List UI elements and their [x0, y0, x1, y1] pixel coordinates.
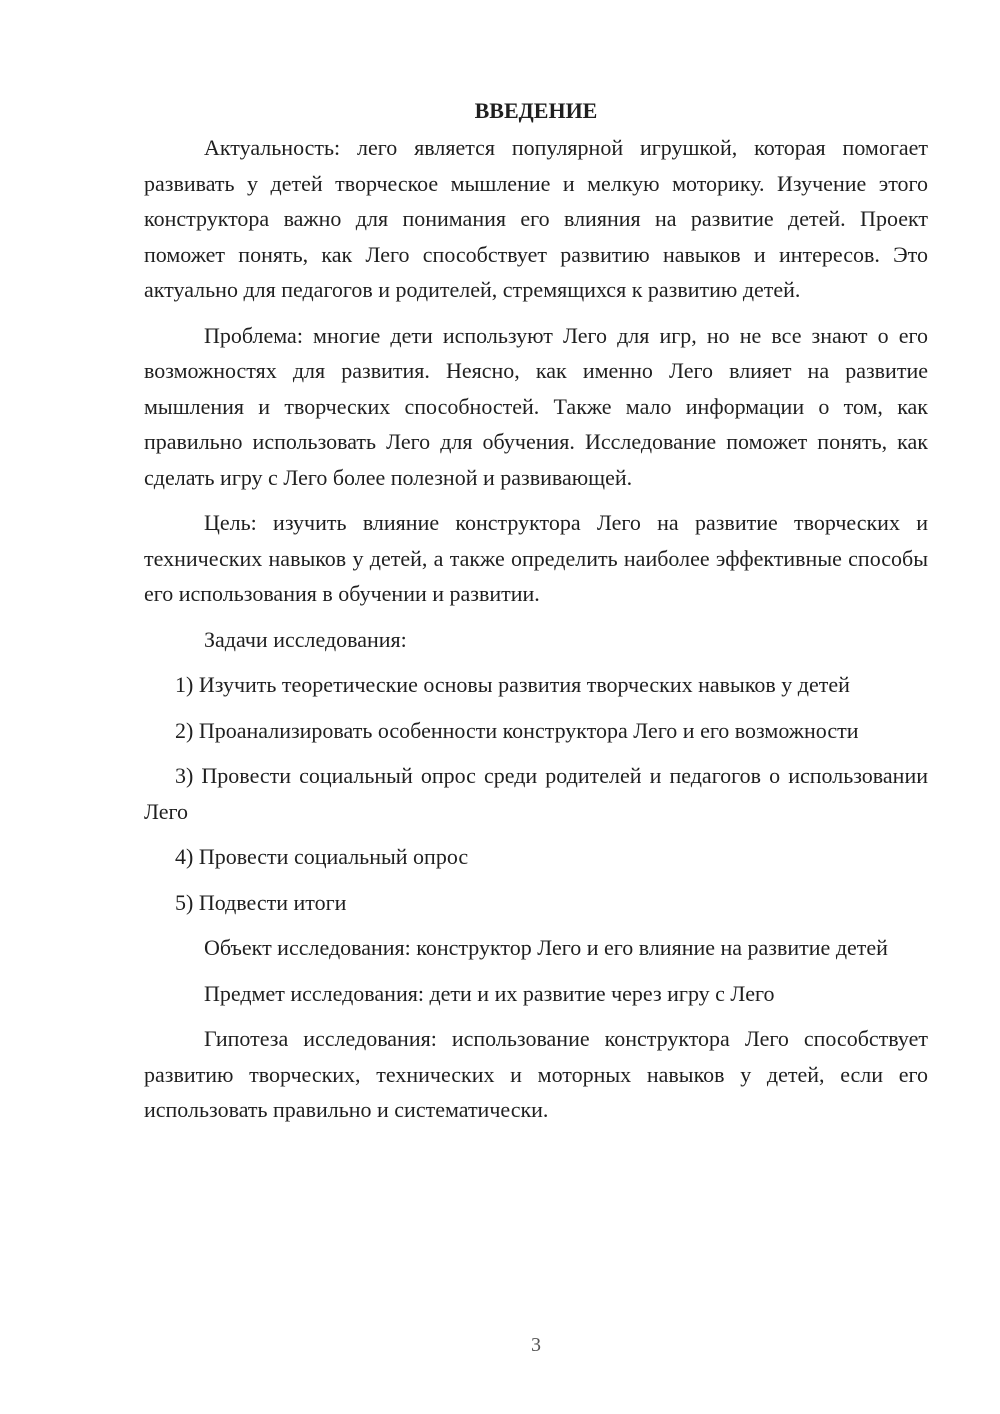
problem-paragraph: Проблема: многие дети используют Лего для игр, но не все знают о его возможностях для развития. Неясно, как именно Лего влияет на развитие мышления и творческих способностей. Также мало информации о том, как правильно использовать Лего для обучения. Исследование поможет понять, как сделать игру с Лего более полезной и развивающей.	[144, 322, 928, 490]
page-title: ВВЕДЕНИЕ	[474, 98, 598, 123]
list-item: 4) Провести социальный опрос	[175, 844, 469, 869]
relevance-paragraph: Актуальность: лего является популярной игрушкой, которая помогает развивать у детей творческое мышление и мелкую моторику. Изучение этого конструктора важно для понимания его влияния на развитие детей. Проект поможет понять, как Лего способствует развитию навыков и интересов. Это актуально для педагогов и родителей, стремящихся к развитию детей.	[144, 135, 928, 302]
subject-paragraph: Предмет исследования: дети и их развитие через игру с Лего	[204, 980, 775, 1006]
tasks-heading: Задачи исследования:	[204, 626, 407, 652]
page-number: 3	[531, 1334, 541, 1356]
goal-paragraph: Цель: изучить влияние конструктора Лего на развитие творческих и технических навыков у детей, а также определить наиболее эффективные способы его использования в обучении и развитии.	[144, 510, 928, 606]
tasks-list	[144, 667, 928, 920]
hypothesis-paragraph: Гипотеза исследования: использование конструктора Лего способствует развитию творческих, технических и моторных навыков у детей, если его использовать правильно и систематически.	[144, 1026, 928, 1122]
list-item: 3) Провести социальный опрос среди родителей и педагогов о использовании Лего	[144, 763, 928, 824]
list-item: 5) Подвести итоги	[175, 889, 347, 915]
object-paragraph: Объект исследования: конструктор Лего и его влияние на развитие детей	[204, 935, 888, 960]
list-item: 2) Проанализировать особенности конструктора Лего и его возможности	[175, 717, 859, 743]
document-page	[144, 96, 928, 1138]
list-item: 1) Изучить теоретические основы развития творческих навыков у детей	[175, 672, 850, 697]
